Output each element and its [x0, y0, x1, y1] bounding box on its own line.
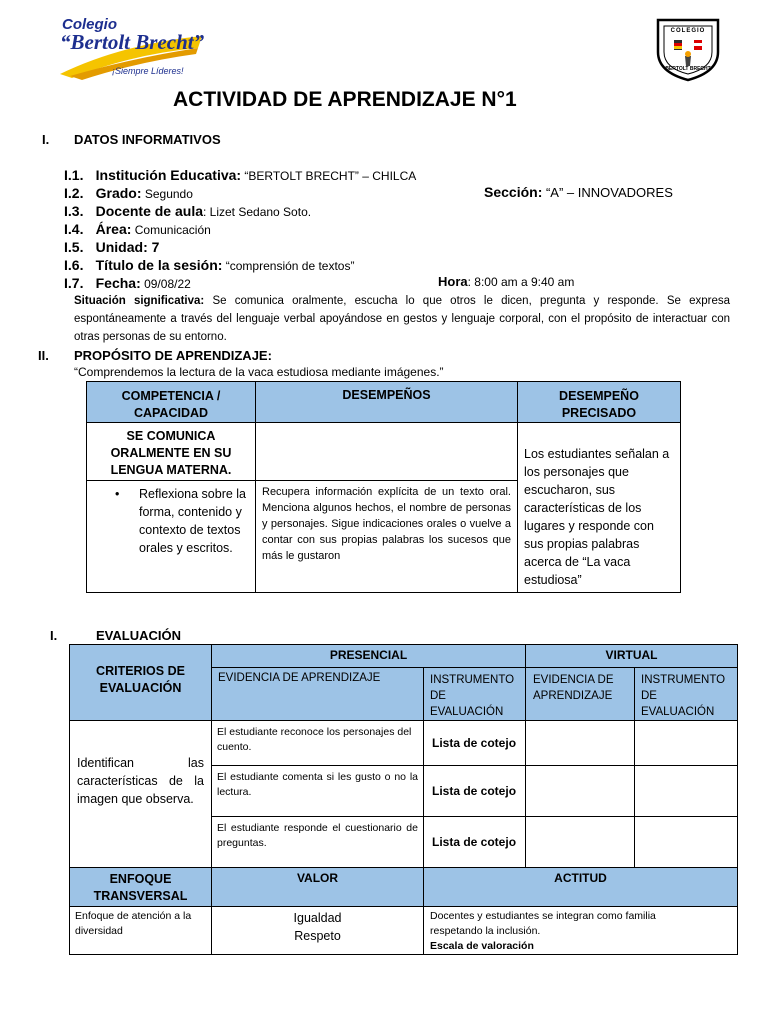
section3-num: I.: [50, 628, 58, 643]
section2-title: PROPÓSITO DE APRENDIZAJE:: [74, 348, 272, 363]
section2-num: II.: [38, 348, 49, 363]
presencial-header: PRESENCIAL: [211, 644, 526, 668]
item-label: Título de la sesión:: [95, 257, 223, 273]
item-value: Segundo: [141, 187, 193, 201]
seccion-label: Sección:: [484, 184, 543, 200]
seccion-field: [484, 184, 673, 202]
desempeno-top-cell: [255, 422, 518, 481]
instrumento-presencial-header: INSTRUMENTO DE EVALUACIÓN: [423, 667, 526, 721]
actitud-cell: [423, 906, 738, 955]
section3-title: EVALUACIÓN: [96, 628, 181, 643]
enfoque-header: ENFOQUE TRANSVERSAL: [69, 867, 212, 907]
situacion-label: Situación significativa:: [74, 295, 205, 307]
item-num: I.2.: [64, 185, 84, 201]
shield-seal-icon: [652, 14, 724, 84]
item-label: Institución Educativa:: [95, 167, 242, 183]
bullet-icon: •: [115, 487, 120, 501]
evaluation-table: [69, 644, 738, 955]
logo-line2: “Bertolt Brecht”: [60, 30, 205, 54]
item-num: I.1.: [64, 167, 84, 183]
precisado-cell: Los estudiantes señalan a los personajes que escucharon, sus características de los lugares y responde con sus propias palabras acerca de “La vaca estudiosa”: [517, 422, 681, 593]
item-value: 09/08/22: [140, 277, 191, 291]
virtual-instrumento-row-3: [634, 816, 738, 868]
hora-value: : 8:00 am a 9:40 am: [467, 275, 575, 289]
data-item: [64, 185, 494, 203]
item-label: Grado:: [95, 185, 142, 201]
enfoque-cell: Enfoque de atención a la diversidad: [69, 906, 212, 955]
situacion-text: Se comunica oralmente, escucha lo que otros le dicen, pregunta y responde. Se expresa espontáneamente a través del lenguaje verbal apoyándose en gestos y lenguaje corporal, con el propósito de interactuar con otras personas de su entorno.: [74, 295, 730, 343]
criterio-cell: Identifican las características de la imagen que observa.: [69, 720, 212, 868]
hora-label: Hora: [438, 274, 468, 289]
logo-tagline: ¡Siempre Líderes!: [112, 66, 184, 76]
actitud-header: ACTITUD: [423, 867, 738, 907]
data-item: [64, 167, 494, 185]
item-value: Comunicación: [131, 223, 211, 237]
evidencia-row-3: El estudiante responde el cuestionario de preguntas.: [211, 816, 424, 868]
seccion-value: “A” – INNOVADORES: [542, 185, 673, 200]
item-num: I.4.: [64, 221, 84, 237]
actitud-text: Docentes y estudiantes se integran como familia respetando la inclusión.: [430, 910, 656, 937]
school-seal: [652, 14, 724, 84]
item-label: Área:: [95, 221, 132, 237]
item-num: I.5.: [64, 239, 84, 255]
purpose-table: [86, 381, 681, 593]
instrumento-virtual-header: INSTRUMENTO DE EVALUACIÓN: [634, 667, 738, 721]
data-item: [64, 275, 494, 293]
desempeno-cell: Recupera información explícita de un texto oral. Menciona algunos hechos, el nombre de personas y personajes. Sigue indicaciones orales o vuelve a contar con sus propias palabras los sucesos que más le gustaron: [255, 480, 518, 593]
situacion-paragraph: [74, 292, 730, 346]
logo-line1: Colegio: [62, 16, 117, 33]
hora-field: [438, 273, 574, 291]
item-label: Unidad: 7: [95, 239, 160, 255]
evidencia-presencial-header: EVIDENCIA DE APRENDIZAJE: [211, 667, 424, 721]
virtual-evidencia-row-3: [525, 816, 635, 868]
item-label: Docente de aula: [95, 203, 203, 219]
section1-num: I.: [42, 132, 50, 147]
escala-text: Escala de valoración: [430, 940, 534, 952]
data-item: [64, 203, 494, 221]
valor-cell: [211, 906, 424, 955]
competencia-cell: SE COMUNICA ORALMENTE EN SU LENGUA MATERNA.: [86, 422, 256, 481]
virtual-instrumento-row-1: [634, 720, 738, 766]
criterios-header: CRITERIOS DE EVALUACIÓN: [69, 644, 212, 721]
col-header-desempeno-precisado: DESEMPEÑO PRECISADO: [517, 381, 681, 423]
page-title: ACTIVIDAD DE APRENDIZAJE N°1: [173, 88, 517, 111]
instrumento-row-1: Lista de cotejo: [423, 720, 526, 766]
purpose-text: “Comprendemos la lectura de la vaca estudiosa mediante imágenes.”: [74, 365, 444, 379]
seal-top-text: COLEGIO: [670, 28, 706, 34]
item-num: I.3.: [64, 203, 84, 219]
seal-bottom-text: BERTOLT BRECHT: [665, 66, 711, 72]
virtual-instrumento-row-2: [634, 765, 738, 817]
instrumento-row-2: Lista de cotejo: [423, 765, 526, 817]
evidencia-virtual-header: EVIDENCIA DE APRENDIZAJE: [525, 667, 635, 721]
data-item: [64, 221, 494, 239]
col-header-desempenos: DESEMPEÑOS: [255, 381, 518, 423]
data-item: [64, 239, 494, 257]
capacidad-cell: [86, 480, 256, 593]
evidencia-row-1: El estudiante reconoce los personajes del cuento.: [211, 720, 424, 766]
item-label: Fecha:: [95, 275, 141, 291]
item-value: : Lizet Sedano Soto.: [203, 205, 312, 219]
virtual-evidencia-row-1: [525, 720, 635, 766]
section1-title: DATOS INFORMATIVOS: [74, 132, 221, 147]
virtual-evidencia-row-2: [525, 765, 635, 817]
item-num: I.7.: [64, 275, 84, 291]
data-list: [64, 167, 494, 293]
virtual-header: VIRTUAL: [525, 644, 738, 668]
item-value: “comprensión de textos”: [222, 259, 355, 273]
instrumento-row-3: Lista de cotejo: [423, 816, 526, 868]
evidencia-row-2: El estudiante comenta si les gusto o no la lectura.: [211, 765, 424, 817]
item-num: I.6.: [64, 257, 84, 273]
col-header-competencia: COMPETENCIA / CAPACIDAD: [86, 381, 256, 423]
item-value: “BERTOLT BRECHT” – CHILCA: [241, 169, 417, 183]
valor-1: Igualdad: [293, 911, 342, 925]
school-logo: [52, 14, 212, 84]
data-item: [64, 257, 494, 275]
valor-header: VALOR: [211, 867, 424, 907]
valor-2: Respeto: [294, 929, 341, 943]
capacidad-text: Reflexiona sobre la forma, contenido y contexto de textos orales y escritos.: [139, 487, 247, 555]
